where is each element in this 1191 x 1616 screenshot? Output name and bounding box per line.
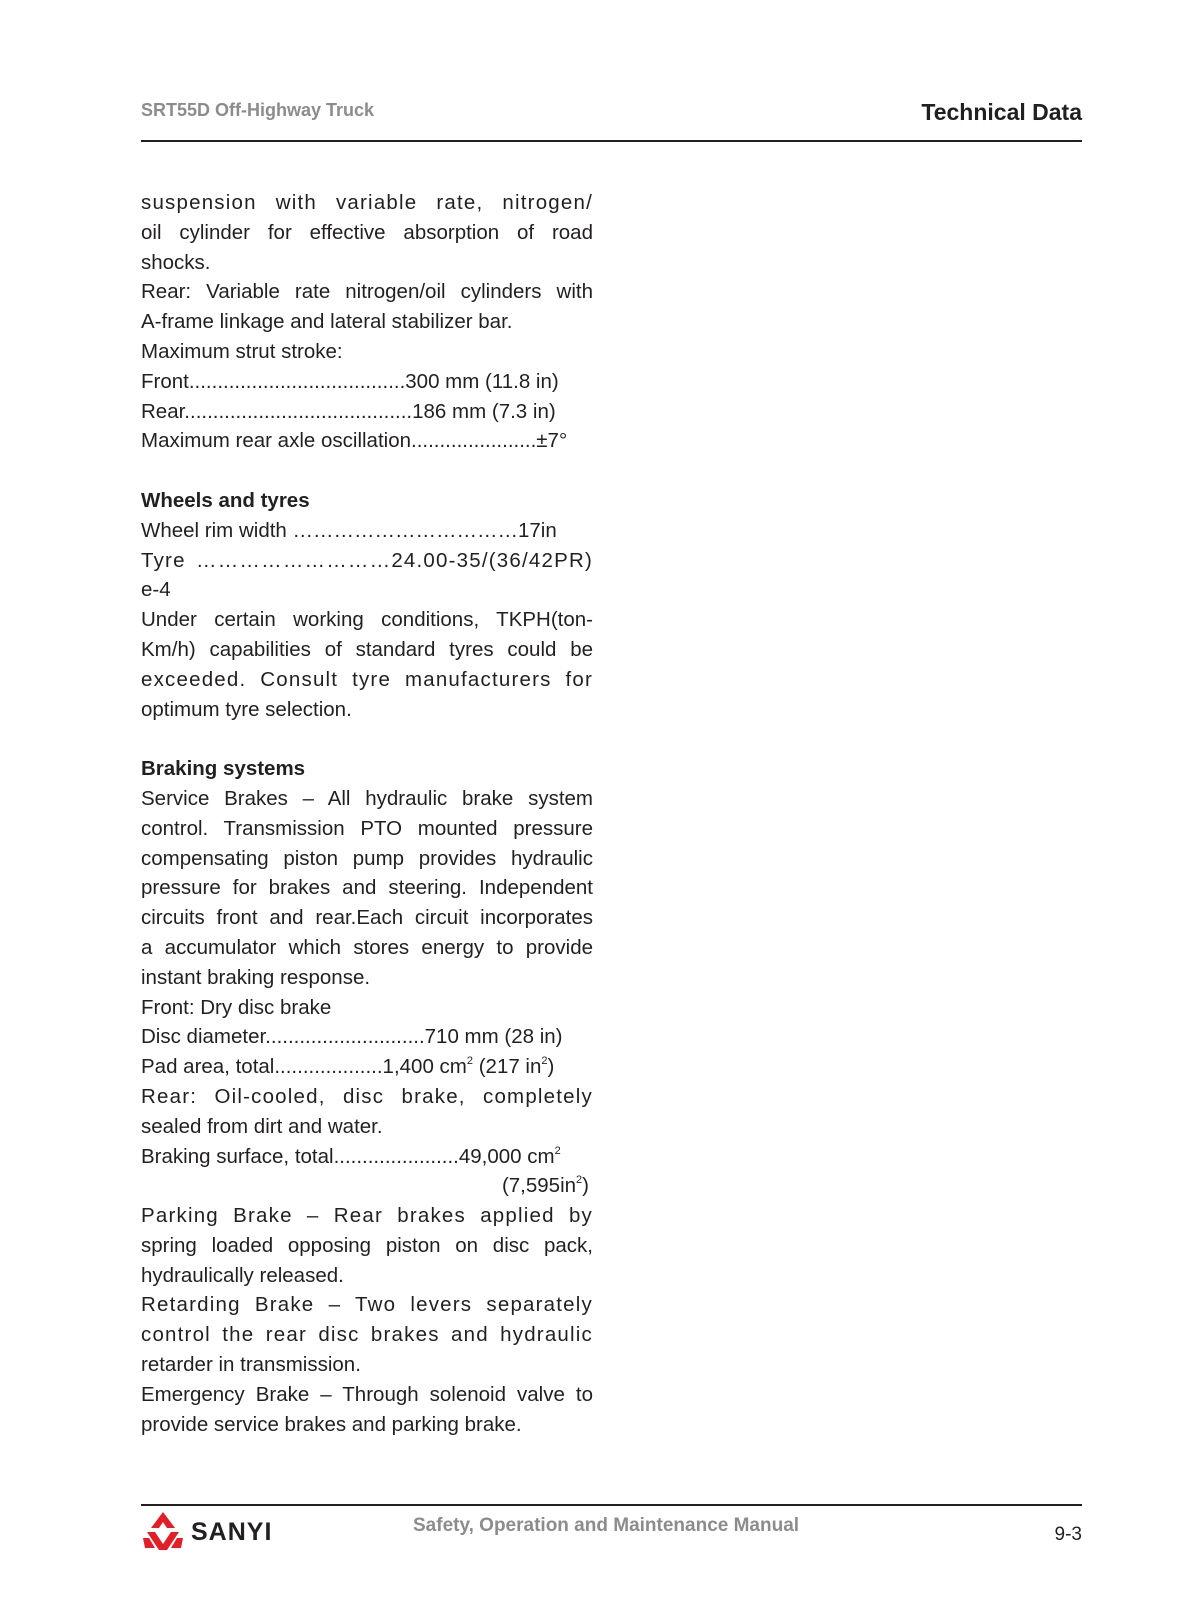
tyre-note-line-1: Under certain working conditions, TKPH(ton-	[141, 608, 593, 632]
braking-surface-imperial-exponent: 2	[576, 1174, 583, 1187]
front-brake-type: Front: Dry disc brake	[141, 995, 332, 1019]
braking-surface-imperial-close: )	[582, 1174, 589, 1198]
suspension-rear-line-1: Rear: Variable rate nitrogen/oil cylinders with	[141, 280, 593, 304]
service-brakes-line-2: control. Transmission PTO mounted pressure	[141, 816, 593, 840]
pad-area-imperial-exponent: 2	[541, 1055, 548, 1068]
service-brakes-line-3: compensating piston pump provides hydraulic	[141, 846, 593, 870]
pad-area	[141, 1052, 593, 1082]
suspension-rear-line-2: A-frame linkage and lateral stabilizer bar.	[141, 310, 513, 334]
braking-surface-imperial	[141, 1171, 593, 1201]
service-brakes-line-7: instant braking response.	[141, 965, 371, 989]
braking-surface-metric: Braking surface, total......................49,000 cm	[141, 1144, 555, 1168]
parking-brake-line-2: spring loaded opposing piston on disc pack,	[141, 1233, 593, 1257]
emergency-brake-line-1: Emergency Brake – Through solenoid valve to	[141, 1382, 593, 1406]
sanyi-logo-icon	[141, 1510, 185, 1554]
tyre-code: e-4	[141, 578, 171, 602]
rear-strut-stroke: Rear........................................186 mm (7.3 in)	[141, 399, 556, 423]
tyre-spec: Tyre ………………………24.00-35/(36/42PR)	[141, 548, 593, 572]
document-model-title: SRT55D Off-Highway Truck	[141, 100, 375, 120]
suspension-line-3: shocks.	[141, 250, 211, 274]
suspension-line-2: oil cylinder for effective absorption of road	[141, 220, 593, 244]
pad-area-metric: Pad area, total...................1,400 cm	[141, 1055, 467, 1079]
retarding-brake-line-3: retarder in transmission.	[141, 1353, 361, 1377]
pad-area-imperial: (217 in	[473, 1055, 542, 1079]
sanyi-logo-wordmark: SANYI	[191, 1517, 273, 1546]
service-brakes-line-6: a accumulator which stores energy to provide	[141, 935, 593, 959]
retarding-brake-line-1: Retarding Brake – Two levers separately	[141, 1293, 593, 1317]
parking-brake-line-3: hydraulically released.	[141, 1263, 344, 1287]
section-title: Technical Data	[921, 99, 1082, 125]
parking-brake-line-1: Parking Brake – Rear brakes applied by	[141, 1204, 593, 1228]
wheels-heading: Wheels and tyres	[141, 488, 310, 512]
tyre-note-line-4: optimum tyre selection.	[141, 697, 352, 721]
spacer	[141, 724, 593, 754]
sanyi-logo	[141, 1510, 272, 1554]
service-brakes-line-1: Service Brakes – All hydraulic brake system	[141, 786, 593, 810]
suspension-line-1: suspension with variable rate, nitrogen/	[141, 191, 593, 214]
manual-title: Safety, Operation and Maintenance Manual	[413, 1515, 800, 1536]
braking-heading: Braking systems	[141, 757, 306, 781]
rear-brake-line-2: sealed from dirt and water.	[141, 1114, 383, 1138]
emergency-brake-line-2: provide service brakes and parking brake.	[141, 1412, 522, 1436]
tyre-note-line-3: exceeded. Consult tyre manufacturers for	[141, 667, 593, 691]
page-number: 9-3	[1054, 1524, 1082, 1545]
rear-axle-oscillation: Maximum rear axle oscillation......................±7°	[141, 429, 568, 453]
retarding-brake-line-2: control the rear disc brakes and hydraulic	[141, 1323, 593, 1347]
braking-surface-imperial-value: (7,595in	[501, 1174, 577, 1198]
braking-surface-exponent: 2	[554, 1144, 561, 1157]
content-column	[141, 188, 593, 1439]
strut-stroke-label: Maximum strut stroke:	[141, 339, 343, 363]
braking-surface	[141, 1142, 593, 1172]
pad-area-exponent: 2	[466, 1055, 474, 1068]
footer-divider	[141, 1504, 1082, 1506]
rear-brake-line-1: Rear: Oil-cooled, disc brake, completely	[141, 1084, 593, 1108]
wheel-rim-width: Wheel rim width ……………………………17in	[141, 518, 557, 542]
front-strut-stroke: Front......................................300 mm (11.8 in)	[141, 369, 559, 393]
header-divider	[141, 140, 1082, 142]
service-brakes-line-4: pressure for brakes and steering. Independent	[141, 876, 593, 900]
spacer	[141, 456, 593, 486]
service-brakes-line-5: circuits front and rear.Each circuit incorporates	[141, 906, 593, 930]
pad-area-close: )	[547, 1055, 555, 1079]
tyre-note-line-2: Km/h) capabilities of standard tyres could be	[141, 637, 593, 661]
disc-diameter: Disc diameter............................710 mm (28 in)	[141, 1025, 563, 1049]
